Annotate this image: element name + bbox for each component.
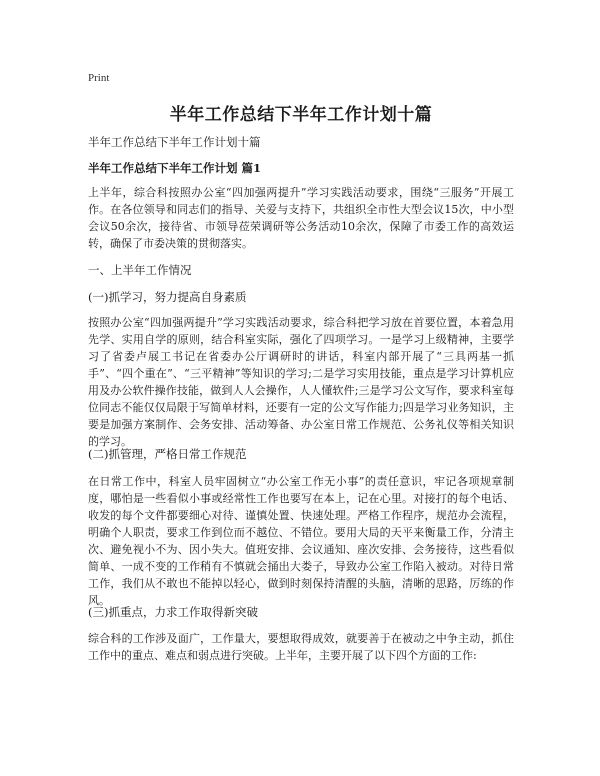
document-title: 半年工作总结下半年工作计划十篇	[169, 105, 433, 125]
print-link[interactable]: Print	[88, 72, 110, 84]
paragraph-management: 在日常工作中，科室人员牢固树立“办公室工作无小事”的责任意识，牢记各项规章制度，哪怕是一些看似小事或经常性工作也要写在本上，记在心里。对接打的每个电话、收发的每个文件都要细心对待、谨慎处置、快速处理。严格工作程序，规范办会流程，明确个人职责，要求工作到位而不越位、不错位。要用大局的天平来衡量工作，分清主次、避免视小不为、因小失大。值班安排、会议通知、座次安排、会务接待，这些看似简单、一成不变的工作稍有不慎就会捅出大娄子，导致办公室工作陷入被动。对待日常工作，我们从不敢也不能掉以轻心，做到时刻保持清醒的头脑，清晰的思路，厉练的作风。	[88, 475, 514, 607]
subsection-heading-2: (二)抓管理，严格日常工作规范	[88, 447, 247, 461]
subsection-heading-3: (三)抓重点，力求工作取得新突破	[88, 605, 258, 619]
article-heading: 半年工作总结下半年工作计划 篇1	[88, 161, 262, 175]
paragraph-focus: 综合科的工作涉及面广，工作量大，要想取得成效，就要善于在被动之中争主动，抓住工作中的重点、难点和弱点进行突破。上半年，主要开展了以下四个方面的工作:	[88, 632, 514, 662]
document-subtitle: 半年工作总结下半年工作计划十篇	[88, 135, 261, 149]
paragraph-study: 按照办公室“四加强两提升”学习实践活动要求，综合科把学习放在首要位置，本着急用先学、实用自学的原则，结合科室实际，强化了四项学习。一是学习上级精神，主要学习了省委卢展工书记在省委办公厅调研时的讲话，科室内部开展了“三具两基一抓手”、“四个重在”、“三平精神”等知识的学习;二是学习实用技能，重点是学习计算机应用及办公软件操作技能，做到人人会操作，人人懂软件;三是学习公文写作，要求科室每位同志不能仅仅局限于写简单材料，还要有一定的公文写作能力;四是学习业务知识，主要是加强方案制作、会务安排、活动筹备、办公室日常工作规范、公务礼仪等相关知识的学习。	[88, 316, 514, 448]
section-heading-1: 一、上半年工作情况	[88, 263, 192, 277]
intro-paragraph: 上半年，综合科按照办公室“四加强两提升”学习实践活动要求，围绕“三服务”开展工作。在各位领导和同志们的指导、关爱与支持下，共组织全市性大型会议15次，中小型会议50余次，接待省、市领导莅荣调研等公务活动10余次，保障了市委工作的高效运转，确保了市委决策的贯彻落实。	[88, 186, 514, 250]
subsection-heading-1: (一)抓学习，努力提高自身素质	[88, 290, 247, 304]
